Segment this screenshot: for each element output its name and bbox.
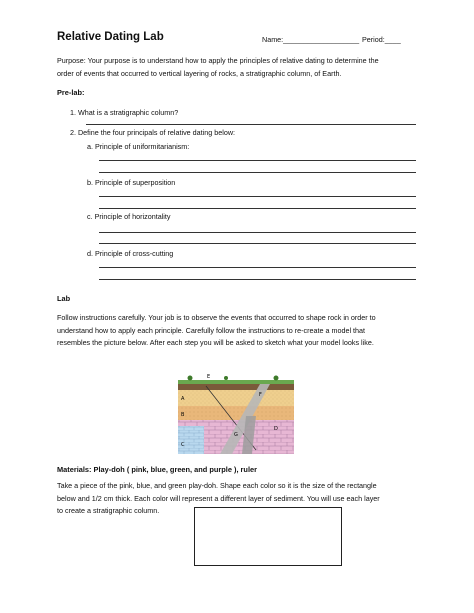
- label-f: F: [259, 392, 262, 398]
- tree: [224, 376, 228, 380]
- prelab-heading: Pre-lab:: [57, 88, 85, 97]
- answer-line: [99, 243, 416, 244]
- answer-line: [99, 208, 416, 209]
- lab-instructions: [57, 312, 417, 350]
- question-1: 1. What is a stratigraphic column?: [70, 108, 179, 117]
- lab-text-line2: understand how to apply each principle. Carefully follow the instructions to re-create a model that: [57, 325, 366, 335]
- sketch-rectangle: [194, 507, 342, 566]
- lab-heading: Lab: [57, 294, 71, 303]
- label-a: A: [181, 396, 185, 402]
- principle-b-label: b. Principle of superposition: [87, 178, 176, 187]
- label-e: E: [207, 374, 211, 380]
- principle-d-label: d. Principle of cross-cutting: [87, 249, 174, 258]
- step-text-line2: below and 1/2 cm thick. Each color will represent a different layer of sediment. You will use each layer: [57, 493, 380, 503]
- stratigraphic-diagram: [176, 370, 298, 456]
- principle-a-label: a. Principle of uniformitarianism:: [87, 142, 190, 151]
- answer-line: [99, 267, 416, 268]
- answer-line: [86, 124, 416, 125]
- name-field-label: Name:___________________: [262, 35, 360, 44]
- tree: [188, 376, 193, 381]
- question-2: 2. Define the four principals of relative dating below:: [70, 128, 236, 137]
- layer-b: [178, 406, 294, 420]
- label-c: C: [181, 442, 185, 448]
- label-g: G: [234, 432, 238, 438]
- purpose-text-line2a: order of events that occurred to vertical layering of rocks, a: [57, 68, 246, 78]
- grass-layer: [178, 380, 294, 384]
- purpose-paragraph: [57, 55, 417, 80]
- step-text-line1: Take a piece of the pink, blue, and green play-doh. Shape each color so it is the size of the rectangle: [57, 481, 377, 490]
- soil-layer: [178, 384, 294, 390]
- answer-line: [99, 196, 416, 197]
- answer-line: [99, 172, 416, 173]
- step-text-line3: to create a stratigraphic column.: [57, 506, 160, 515]
- answer-line: [99, 279, 416, 280]
- purpose-text-line1: Purpose: Your purpose is to understand how to apply the principles of relative dating to determine the: [57, 56, 379, 65]
- layer-blue: [178, 426, 204, 454]
- principle-c-label: c. Principle of horizontality: [87, 212, 171, 221]
- answer-line: [99, 232, 416, 233]
- label-b: B: [181, 412, 185, 418]
- layer-a: [178, 390, 294, 406]
- lab-text-line1: Follow instructions carefully. Your job is to observe the events that occurred to shape rock in order to: [57, 313, 376, 322]
- purpose-highlight-term: stratigraphic column: [245, 68, 311, 78]
- period-field-label: Period:____: [362, 35, 401, 44]
- materials-line: Materials: Play-doh ( pink, blue, green, and purple ), ruler: [57, 465, 257, 474]
- page-title: Relative Dating Lab: [57, 31, 164, 43]
- label-d: D: [274, 426, 278, 432]
- lab-text-line3: resembles the picture below. After each step you will be asked to sketch what your model looks like.: [57, 338, 374, 347]
- answer-line: [99, 160, 416, 161]
- tree: [274, 376, 279, 381]
- purpose-text-line2c: , of Earth.: [310, 68, 342, 78]
